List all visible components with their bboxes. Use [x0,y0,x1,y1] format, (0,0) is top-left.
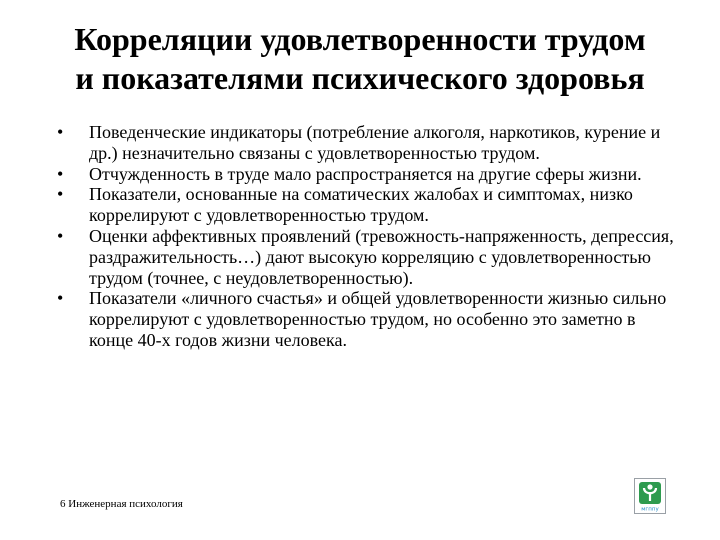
bullet-marker: • [57,122,64,142]
university-logo-icon [634,478,666,514]
bullet-marker: • [57,184,64,205]
bullet-text: Отчужденность в труде мало распространяется на другие сферы жизни. [89,163,642,184]
bullet-item [55,122,675,164]
bullet-text: Показатели, основанные на соматических жалобах и симптомах, низко коррелируют с удовлетворенностью трудом. [89,184,633,226]
slide-title-line-2: и показателями психического здоровья [75,60,645,96]
slide-footer: 6 Инженерная психология [60,498,183,510]
bullet-marker: • [57,288,64,309]
slide-title [20,20,700,98]
logo-graphic [635,479,665,513]
bullet-text: Поведенческие индикаторы (потребление алкоголя, наркотиков, курение и др.) незначительно связаны с удовлетворенностью трудом. [89,122,661,163]
bullet-item [55,184,675,226]
bullet-marker: • [57,225,64,246]
logo-text: мгппу [641,506,659,513]
bullet-text: Оценки аффективных проявлений (тревожность-напряженность, депрессия, раздражительность…) дают высокую корреляцию с удовлетворенностью трудом (точнее, с неудовлетворенностью). [89,225,674,288]
bullet-marker: • [57,163,64,184]
bullet-item [55,226,675,288]
slide-title-line-1: Корреляции удовлетворенности трудом [74,21,646,57]
bullet-item [55,288,675,350]
bullet-text: Показатели «личного счастья» и общей удовлетворенности жизнью сильно коррелируют с удовлетворенностью трудом, но особенно это заметно в конце 40-х годов жизни человека. [89,288,667,350]
bullet-item [55,164,675,185]
bullet-list [55,122,675,351]
